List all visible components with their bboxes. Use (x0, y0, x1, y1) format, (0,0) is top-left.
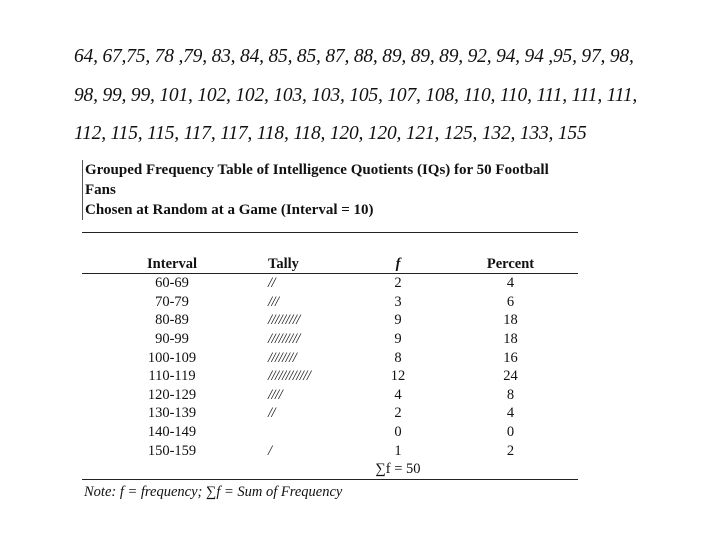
table-row (82, 330, 578, 349)
table-caption-line-1: Grouped Frequency Table of Intelligence Quotients (IQs) for 50 Football Fans (85, 162, 549, 198)
sum-row (82, 460, 578, 479)
tally-cell: // (268, 405, 276, 422)
interval-cell: 120-129 (147, 386, 197, 403)
interval-cell: 90-99 (155, 331, 189, 348)
table-row (82, 367, 578, 386)
percent-cell: 16 (503, 349, 518, 366)
tally-cell: //////////// (268, 368, 311, 385)
percent-cell: 4 (506, 405, 515, 422)
raw-data-line-3: 112, 115, 115, 117, 117, 118, 118, 120, 120, 121, 125, 132, 133, 155 (74, 123, 587, 144)
tally-cell (262, 423, 353, 442)
table-row (82, 293, 578, 312)
interval-cell: 140-149 (147, 424, 197, 441)
tally-cell: ///////// (268, 331, 300, 348)
raw-iq-data (74, 38, 674, 154)
frequency-table (82, 255, 578, 480)
frequency-cell: 3 (394, 293, 402, 310)
tally-cell: //////// (268, 349, 297, 366)
interval-cell: 70-79 (155, 293, 189, 310)
percent-cell: 24 (503, 368, 518, 385)
table-row (82, 348, 578, 367)
header-frequency: f (353, 255, 443, 274)
table-row (82, 386, 578, 405)
frequency-cell: 12 (390, 368, 406, 385)
percent-cell: 6 (506, 293, 515, 310)
table-row (82, 441, 578, 460)
frequency-cell: 8 (394, 349, 402, 366)
interval-cell: 110-119 (148, 368, 196, 385)
table-row (82, 404, 578, 423)
frequency-cell: 9 (394, 331, 402, 348)
frequency-cell: 2 (394, 275, 402, 292)
frequency-cell: 0 (394, 424, 402, 441)
percent-cell: 18 (503, 331, 518, 348)
table-caption (82, 160, 578, 220)
percent-cell: 18 (503, 312, 518, 329)
tally-cell: /// (268, 293, 279, 310)
tally-cell: ///////// (268, 312, 300, 329)
interval-cell: 100-109 (147, 349, 197, 366)
header-tally: Tally (262, 255, 353, 274)
frequency-cell: 2 (394, 405, 402, 422)
tally-cell: // (268, 275, 276, 292)
percent-cell: 8 (506, 386, 515, 403)
interval-cell: 60-69 (155, 275, 189, 292)
table-caption-line-2: Chosen at Random at a Game (Interval = 10) (85, 202, 374, 218)
interval-cell: 130-139 (147, 405, 197, 422)
frequency-cell: 1 (394, 442, 402, 459)
percent-cell: 0 (506, 424, 515, 441)
raw-data-line-2: 98, 99, 99, 101, 102, 102, 103, 103, 105, 107, 108, 110, 110, 111, 111, 111, (74, 84, 638, 106)
sum-frequency-cell: ∑f = 50 (353, 460, 443, 479)
interval-cell: 80-89 (155, 312, 189, 329)
percent-cell: 2 (506, 442, 515, 459)
tally-cell: //// (268, 386, 283, 403)
table-row (82, 274, 578, 293)
table-header-row (82, 255, 578, 274)
table-top-rule (82, 232, 578, 233)
frequency-cell: 4 (394, 386, 402, 403)
table-note: Note: f = frequency; ∑f = Sum of Frequency (84, 483, 343, 500)
interval-cell: 150-159 (147, 442, 197, 459)
frequency-table-section (82, 160, 578, 501)
table-row (82, 311, 578, 330)
frequency-cell: 9 (394, 312, 402, 329)
header-interval: Interval (82, 255, 262, 274)
header-percent: Percent (443, 255, 578, 274)
tally-cell: / (268, 442, 272, 459)
table-row (82, 423, 578, 442)
percent-cell: 4 (506, 275, 515, 292)
raw-data-line-1: 64, 67,75, 78 ,79, 83, 84, 85, 85, 87, 88, 89, 89, 89, 92, 94, 94 ,95, 97, 98, (74, 46, 634, 67)
